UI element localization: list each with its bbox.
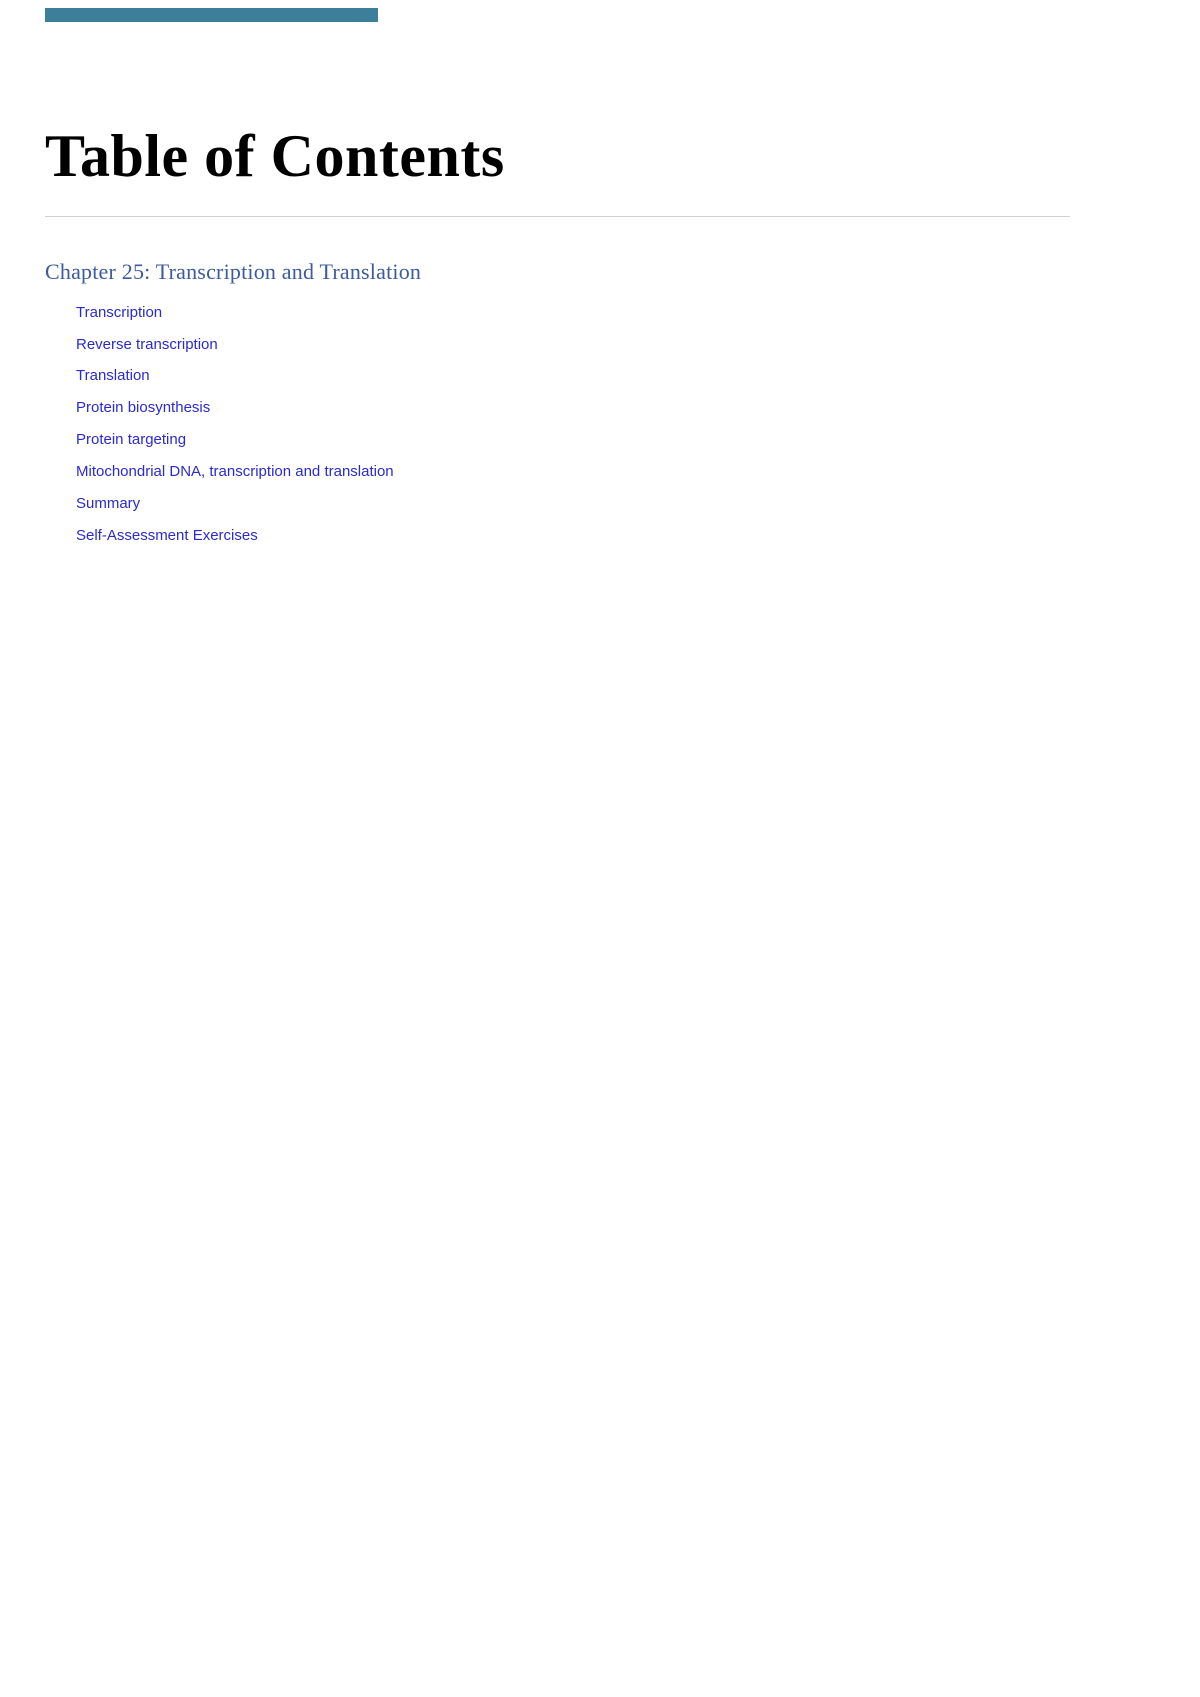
list-item [45,329,1075,361]
list-item [45,360,1075,392]
toc-entry-self-assessment-exercises[interactable]: Self-Assessment Exercises [76,527,258,545]
toc-chapter-link[interactable]: Chapter 25: Transcription and Translation [45,259,422,284]
toc-entry-protein-targeting[interactable]: Protein targeting [76,431,187,449]
toc-entry-transcription[interactable]: Transcription [76,303,163,321]
list-item [45,488,1075,520]
toc-entry-protein-biosynthesis[interactable]: Protein biosynthesis [76,399,211,417]
header-accent-bar [45,8,378,22]
toc-entry-summary[interactable]: Summary [76,495,141,513]
page-title: Table of Contents [45,123,505,189]
list-item [45,424,1075,456]
list-item [45,392,1075,424]
list-item [45,520,1075,552]
toc-entry-mitochondrial-dna[interactable]: Mitochondrial DNA, transcription and translation [76,463,394,481]
toc-entry-reverse-transcription[interactable]: Reverse transcription [76,335,218,353]
list-item [45,456,1075,488]
list-item [45,297,1075,329]
title-divider [45,216,1070,217]
toc-entry-list [45,297,1075,553]
table-of-contents [45,258,1075,552]
toc-entry-translation[interactable]: Translation [76,367,150,385]
